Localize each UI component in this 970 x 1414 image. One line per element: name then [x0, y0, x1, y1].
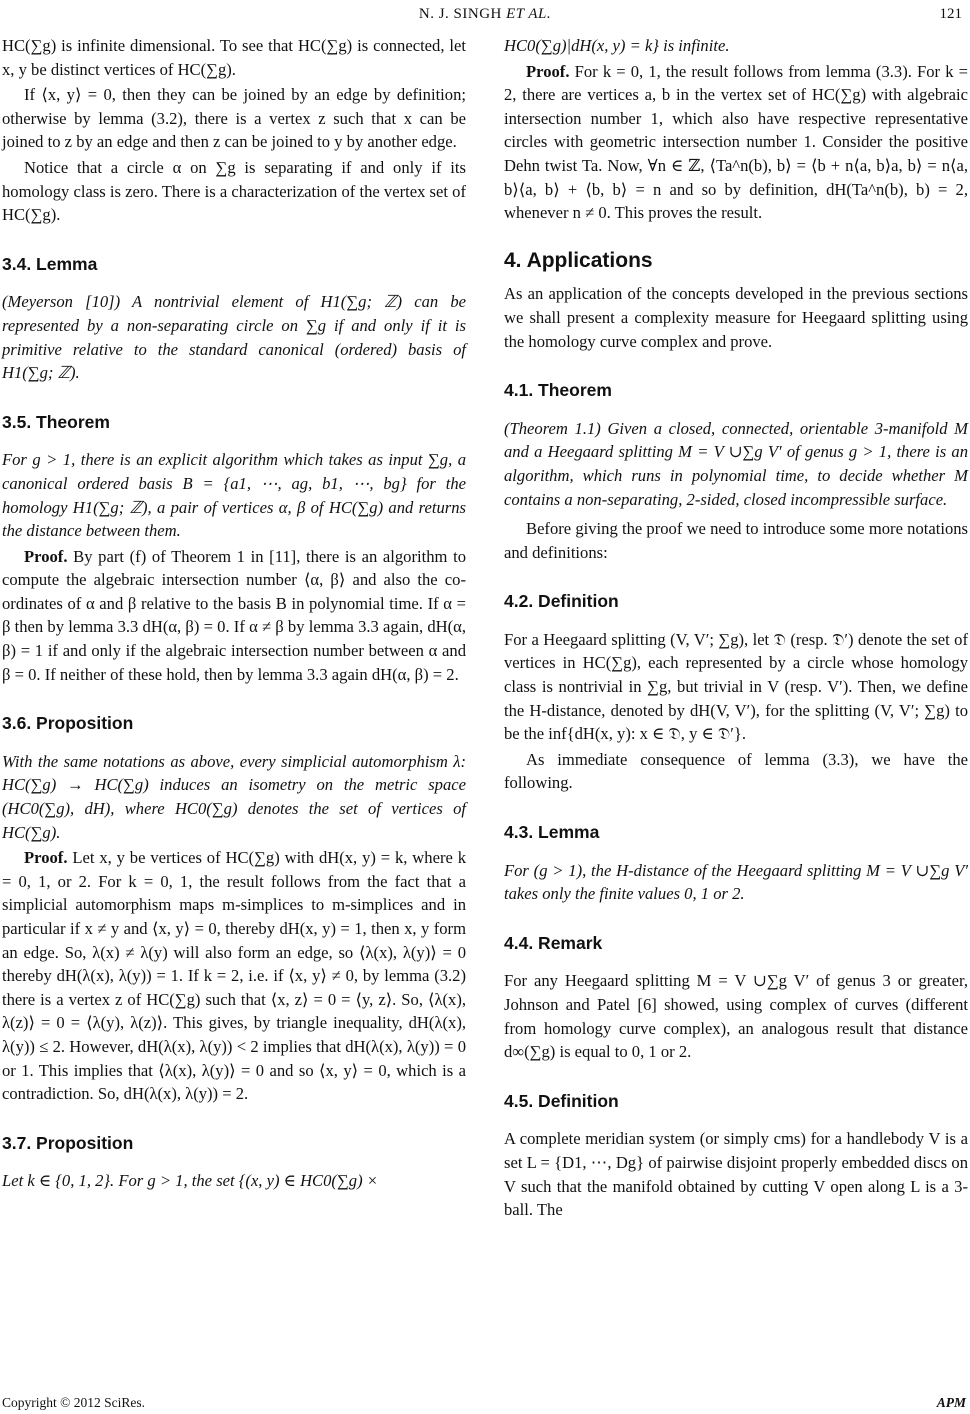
right-column — [504, 34, 968, 1222]
paragraph-applications: As an application of the concepts developed in the previous sections we shall present a complexity measure for Heegaard splitting using the homology curve complex and prove. — [504, 284, 968, 351]
author-etal: ET AL. — [506, 6, 552, 22]
paragraph-separating-circle: Notice that a circle α on ∑g is separating if and only if its homology class is zero. There is a characterization of the vertex set of HC(∑g). — [2, 157, 466, 225]
heading-theorem-4-1: 4.1. Theorem — [504, 380, 612, 401]
proof-label: Proof. — [526, 61, 570, 81]
heading-lemma-3-4: 3.4. Lemma — [2, 253, 98, 274]
proposition-3-7-continued: HC0(∑g)|dH(x, y) = k} is infinite. — [504, 36, 730, 55]
remark-4-4-text: For any Heegaard splitting M = V ∪∑g V′ of genus 3 or greater, Johnson and Patel [6] showed, using complex of curves (different from homology curve complex), an analogous result that distance d∞(∑g) is equal to 0, 1 or 2. — [504, 971, 968, 1062]
proposition-3-6-statement: With the same notations as above, every simplicial automorphism λ: HC(∑g) → HC(∑g) induces an isometry on the metric space (HC0(∑g), dH), where HC0(∑g) denotes the set of vertices of HC(∑g). — [2, 751, 466, 842]
theorem-4-1-statement: (Theorem 1.1) Given a closed, connected, orientable 3-manifold M and a Heegaard splitting M = V ∪∑g V′ of genus g > 1, there is an algorithm, which runs in polynomial time, to decide whether M contains a non-separating, 2-sided, closed incompressible surface. — [504, 418, 968, 509]
paragraph-connectivity: HC(∑g) is infinite dimensional. To see that HC(∑g) is connected, let x, y be distinct vertices of HC(∑g). — [2, 36, 466, 79]
paragraph-consequence: As immediate consequence of lemma (3.3), we have the following. — [504, 749, 968, 793]
theorem-3-5-statement: For g > 1, there is an explicit algorithm which takes as input ∑g, a canonical ordered basis B = {a1, ⋯, ag, b1, ⋯, bg} for the homology H1(∑g; ℤ), a pair of vertices α, β of HC(∑g) and returns the distance between them. — [2, 450, 466, 541]
proof-theorem-3-5-text: By part (f) of Theorem 1 in [11], there is an algorithm to compute the algebraic intersection number ⟨α, β⟩ and also the co-ordinates of α and β relative to the basis B in polynomial time. If α = β then by lemma 3.3 dH(α, β) = 0. If α ≠ β by lemma 3.3 again, dH(α, β) = 1 if and only if the algebraic intersection number between α and β = 0. If neither of these hold, then by lemma 3.3 again dH(α, β) = 2. — [2, 546, 466, 684]
heading-remark-4-4: 4.4. Remark — [504, 932, 603, 953]
lemma-4-3-statement: For (g > 1), the H-distance of the Heegaard splitting M = V ∪∑g V′ takes only the finite values 0, 1 or 2. — [504, 860, 968, 904]
proof-proposition-3-7-text: For k = 0, 1, the result follows from lemma (3.3). For k = 2, there are vertices a, b in the vertex set of HC(∑g) with algebraic intersection number 1, which also have respective representative circles with geometric intersection number 1. Consider the positive Dehn twist Ta. Now, ∀n ∈ ℤ, ⟨Ta^n(b), b⟩ = ⟨b + n⟨a, b⟩a, b⟩ = n⟨a, b⟩⟨a, b⟩ + ⟨b, b⟩ = n and so by definition, dH(Ta^n(b), b) = 2, whenever n ≠ 0. This proves the result. — [504, 61, 968, 223]
journal-abbreviation: APM — [936, 1395, 966, 1410]
definition-4-2-text: For a Heegaard splitting (V, V′; ∑g), let 𝔇 (resp. 𝔇′) denote the set of vertices in HC(∑g), each represented by a circle whose homology class is nontrivial in ∑g, but trivial in V (resp. V′). Then, we define the H-distance, denoted by dH(V, V′), for the splitting (V, V′; ∑g) to be the inf{dH(x, y): x ∈ 𝔇, y ∈ 𝔇′}. — [504, 629, 968, 744]
heading-definition-4-2: 4.2. Definition — [504, 591, 619, 612]
heading-definition-4-5: 4.5. Definition — [504, 1090, 619, 1111]
author-names: N. J. SINGH — [418, 6, 502, 22]
running-head — [0, 4, 970, 28]
heading-applications: 4. Applications — [504, 248, 653, 272]
proof-proposition-3-6 — [2, 846, 466, 1106]
heading-proposition-3-7: 3.7. Proposition — [2, 1132, 134, 1153]
proof-theorem-3-5 — [2, 545, 466, 687]
proof-label: Proof. — [24, 546, 68, 566]
heading-theorem-3-5: 3.5. Theorem — [2, 411, 110, 432]
proof-proposition-3-7 — [504, 60, 968, 225]
paragraph-edge-join: If ⟨x, y⟩ = 0, then they can be joined by an edge by definition; otherwise by lemma (3.2), there is a vertex z such that x can be joined to z by an edge and then z can be joined to y by another edge. — [2, 85, 466, 152]
proof-proposition-3-6-text: Let x, y be vertices of HC(∑g) with dH(x, y) = k, where k = 0, 1, or 2. For k = 0, 1, the result follows from the fact that a simplicial automorphism maps m-simplices to m-simplices and in particular if x ≠ y and ⟨x, y⟩ = 0, thereby dH(x, y) = 1, then x, y form an edge. So, λ(x) ≠ λ(y) will also form an edge, so ⟨λ(x), λ(y)⟩ = 0 thereby dH(λ(x), λ(y)) = 1. If k = 2, i.e. if ⟨x, y⟩ ≠ 0, by lemma (3.2) there is a vertex z of HC(∑g) such that ⟨x, z⟩ = 0 = ⟨y, z⟩. So, ⟨λ(x), λ(z)⟩ = 0 = ⟨λ(y), λ(z)⟩. This gives, by triangle inequality, dH(λ(x), λ(y)) ≤ 2. However, dH(λ(x), λ(y)) < 2 implies that dH(λ(x), λ(y)) = 0 or 1. This implies that ⟨λ(x), λ(y)⟩ = 0 and so ⟨x, y⟩ = 0, which is a contradiction. So, dH(λ(x), λ(y)) = 2. — [2, 848, 466, 1104]
copyright-notice: Copyright © 2012 SciRes. — [2, 1395, 146, 1410]
left-column — [2, 34, 466, 1193]
running-head-authors — [0, 6, 970, 23]
paragraph-before-proof: Before giving the proof we need to introduce some more notations and definitions: — [504, 519, 968, 562]
proof-label: Proof. — [24, 848, 68, 868]
lemma-3-4-statement: (Meyerson [10]) A nontrivial element of H1(∑g; ℤ) can be represented by a non-separating circle on ∑g if and only if it is primitive relative to the standard canonical (ordered) basis of H1(∑g; ℤ). — [2, 292, 466, 383]
proposition-3-7-statement: Let k ∈ {0, 1, 2}. For g > 1, the set {(x, y) ∈ HC0(∑g) × — [2, 1171, 378, 1191]
heading-proposition-3-6: 3.6. Proposition — [2, 713, 134, 734]
page-number: 121 — [939, 6, 962, 22]
definition-4-5-text: A complete meridian system (or simply cms) for a handlebody V is a set L = {D1, ⋯, Dg} of pairwise disjoint properly embedded discs on V such that the manifold obtained by cutting V open along L is a 3-ball. The — [504, 1129, 968, 1220]
heading-lemma-4-3: 4.3. Lemma — [504, 822, 600, 843]
